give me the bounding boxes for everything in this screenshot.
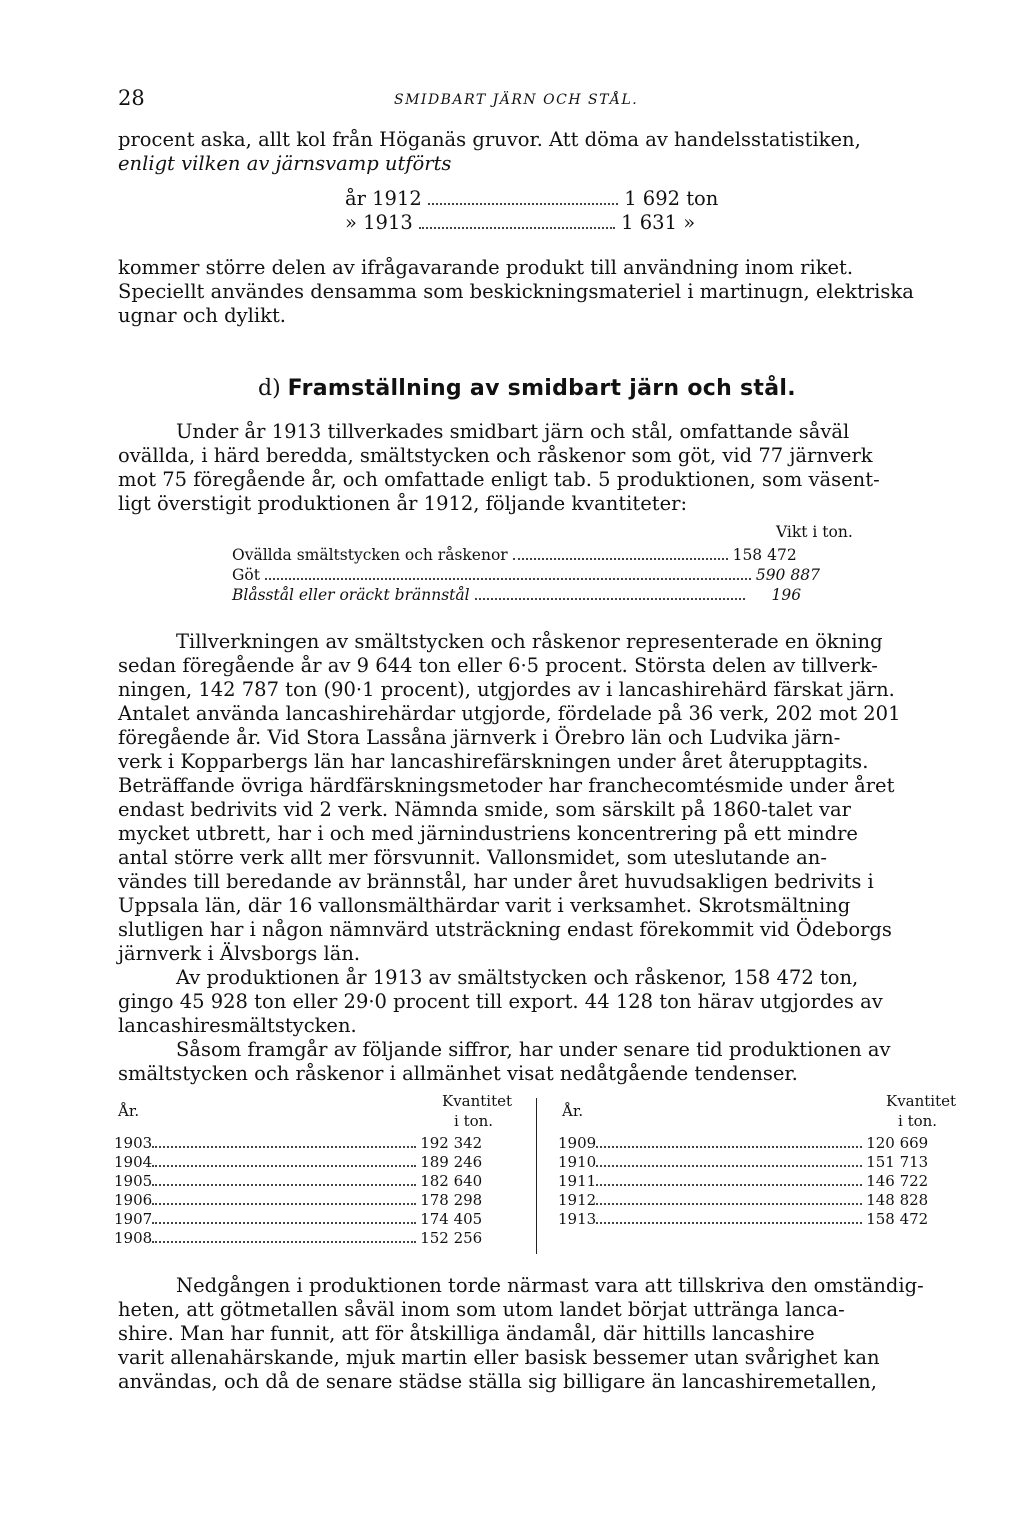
export-value: 1 631 »	[621, 211, 696, 234]
row-year: 1913	[558, 1210, 597, 1228]
closing-paragraph	[118, 1274, 968, 1394]
running-title: SMIDBART JÄRN OCH STÅL.	[394, 92, 639, 108]
section-heading	[258, 376, 796, 401]
row-year: 1910	[558, 1153, 597, 1171]
text-line: slutligen har i någon nämnvärd utsträckning endast förekommit vid Ödeborgs	[118, 918, 892, 941]
leader-dots	[428, 203, 618, 205]
leader-dots	[419, 227, 615, 229]
row-quantity: 192 342	[420, 1134, 483, 1152]
text-line: mot 75 föregående år, och omfattade enligt tab. 5 produktionen, som väsent-	[118, 468, 880, 491]
leader-dots	[513, 558, 728, 560]
text-line: kommer större delen av ifrågavarande produkt till användning inom riket.	[118, 256, 854, 279]
row-year: 1907	[114, 1210, 153, 1228]
table-row	[558, 1191, 928, 1212]
table-row	[114, 1229, 482, 1250]
text-line: Såsom framgår av följande siffror, har under senare tid produktionen av	[176, 1038, 891, 1061]
text-line: Tillverkningen av smältstycken och råskenor representerade en ökning	[176, 630, 883, 653]
text-line: mycket utbrett, har i och med järnindustriens koncentrering på ett mindre	[118, 822, 858, 845]
text-line: lancashiresmältstycken.	[118, 1014, 357, 1037]
table-row	[114, 1210, 482, 1231]
table-row	[558, 1153, 928, 1174]
row-quantity: 151 713	[866, 1153, 929, 1171]
row-year: 1912	[558, 1191, 597, 1209]
table-row	[114, 1172, 482, 1193]
page-number: 28	[118, 86, 145, 110]
row-quantity: 120 669	[866, 1134, 929, 1152]
text-line: verk i Kopparbergs län har lancashirefärskningen under året återupptagits.	[118, 750, 869, 773]
col-header-qty: Kvantitet	[442, 1092, 513, 1110]
text-line: användas, och då de senare städse ställa sig billigare än lancashiremetallen,	[118, 1370, 877, 1393]
section-paragraph-4	[118, 1038, 968, 1086]
row-year: 1908	[114, 1229, 153, 1247]
quantity-label: Blåsstål eller oräckt brännstål	[232, 586, 470, 604]
export-label: år 1912	[345, 187, 422, 210]
row-quantity: 148 828	[866, 1191, 929, 1209]
intro-paragraph	[118, 128, 968, 176]
row-year: 1909	[558, 1134, 597, 1152]
leader-dots	[152, 1184, 416, 1186]
text-line: Av produktionen år 1913 av smältstycken och råskenor, 158 472 ton,	[176, 966, 859, 989]
column-divider	[536, 1098, 537, 1254]
text-line: antal större verk allt mer försvunnit. Vallonsmidet, som uteslutande an-	[118, 846, 827, 869]
leader-dots	[596, 1146, 862, 1148]
table-row	[114, 1153, 482, 1174]
text-line: heten, att götmetallen såväl inom som utom landet börjat uttränga lanca-	[118, 1298, 845, 1321]
quantity-row	[232, 546, 797, 564]
quantity-value: 196	[771, 586, 802, 604]
text-line: ovällda, i härd beredda, smältstycken och råskenor som göt, vid 77 järnverk	[118, 444, 873, 467]
text-line: ligt överstigit produktionen år 1912, följande kvantiteter:	[118, 492, 688, 515]
text-line: procent aska, allt kol från Höganäs gruvor. Att döma av handelsstatistiken,	[118, 128, 861, 151]
leader-dots	[265, 578, 751, 580]
leader-dots	[152, 1165, 416, 1167]
leader-dots	[596, 1203, 862, 1205]
text-line: Antalet använda lancashirehärdar utgjorde, fördelade på 36 verk, 202 mot 201	[118, 702, 901, 725]
text-line: Beträffande övriga härdfärskningsmetoder har franchecomtésmide under året	[118, 774, 895, 797]
text-line: Speciellt användes densamma som beskickningsmateriel i martinugn, elektriska	[118, 280, 914, 303]
row-quantity: 146 722	[866, 1172, 929, 1190]
col-header-qty: Kvantitet	[886, 1092, 957, 1110]
quantity-value: 590 887	[755, 566, 820, 584]
col-header-qty-unit: i ton.	[898, 1112, 938, 1130]
text-line: varit allenahärskande, mjuk martin eller basisk bessemer utan svårighet kan	[118, 1346, 880, 1369]
row-quantity: 158 472	[866, 1210, 929, 1228]
col-header-year: År.	[562, 1102, 584, 1120]
leader-dots	[152, 1222, 416, 1224]
row-year: 1905	[114, 1172, 153, 1190]
export-label: » 1913	[345, 211, 413, 234]
row-year: 1906	[114, 1191, 153, 1209]
row-quantity: 189 246	[420, 1153, 483, 1171]
quantity-row	[232, 566, 820, 584]
row-quantity: 178 298	[420, 1191, 483, 1209]
row-quantity: 174 405	[420, 1210, 483, 1228]
export-value: 1 692 ton	[624, 187, 719, 210]
table-row	[558, 1134, 928, 1155]
leader-dots	[596, 1222, 862, 1224]
table-row	[558, 1172, 928, 1193]
col-header-year: År.	[118, 1102, 140, 1120]
section-paragraph-1	[118, 420, 968, 516]
intro-after-paragraph	[118, 256, 968, 328]
text-line: Uppsala län, där 16 vallonsmälthärdar varit i verksamhet. Skrotsmältning	[118, 894, 851, 917]
vikt-header: Vikt i ton.	[776, 523, 853, 541]
leader-dots	[152, 1241, 416, 1243]
export-row	[345, 211, 695, 234]
table-row	[558, 1210, 928, 1231]
text-line: sedan föregående år av 9 644 ton eller 6·5 procent. Största delen av tillverk-	[118, 654, 878, 677]
leader-dots	[596, 1165, 862, 1167]
leader-dots	[475, 598, 745, 600]
table-row	[114, 1134, 482, 1155]
quantity-row	[232, 586, 801, 604]
text-line: vändes till beredande av brännstål, har under året huvudsakligen bedrivits i	[118, 870, 874, 893]
quantity-label: Ovällda smältstycken och råskenor	[232, 546, 508, 564]
section-paragraph-3	[118, 966, 968, 1038]
leader-dots	[152, 1146, 416, 1148]
quantity-value: 158 472	[732, 546, 797, 564]
row-quantity: 182 640	[420, 1172, 483, 1190]
text-line: Nedgången i produktionen torde närmast vara att tillskriva den omständig-	[176, 1274, 924, 1297]
text-line: enligt vilken av järnsvamp utförts	[118, 152, 452, 175]
text-line: gingo 45 928 ton eller 29·0 procent till export. 44 128 ton härav utgjordes av	[118, 990, 883, 1013]
row-quantity: 152 256	[420, 1229, 483, 1247]
text-line: endast bedrivits vid 2 verk. Nämnda smide, som särskilt på 1860-talet var	[118, 798, 851, 821]
text-line: föregående år. Vid Stora Lassåna järnverk i Örebro län och Ludvika järn-	[118, 726, 841, 749]
text-line: ugnar och dylikt.	[118, 304, 286, 327]
section-prefix: d)	[258, 376, 281, 401]
quantity-label: Göt	[232, 566, 260, 584]
row-year: 1911	[558, 1172, 597, 1190]
text-line: shire. Man har funnit, att för åtskilliga ändamål, där hittills lancashire	[118, 1322, 815, 1345]
text-line: Under år 1913 tillverkades smidbart järn och stål, omfattande såväl	[176, 420, 850, 443]
leader-dots	[152, 1203, 416, 1205]
section-title: Framställning av smidbart järn och stål.	[287, 376, 796, 401]
row-year: 1904	[114, 1153, 153, 1171]
export-row	[345, 187, 718, 210]
section-paragraph-2	[118, 630, 968, 966]
text-line: järnverk i Älvsborgs län.	[118, 942, 361, 965]
leader-dots	[596, 1184, 862, 1186]
col-header-qty-unit: i ton.	[454, 1112, 494, 1130]
text-line: smältstycken och råskenor i allmänhet visat nedåtgående tendenser.	[118, 1062, 798, 1085]
row-year: 1903	[114, 1134, 153, 1152]
text-line: ningen, 142 787 ton (90·1 procent), utgjordes av i lancashirehärd färskat järn.	[118, 678, 895, 701]
table-row	[114, 1191, 482, 1212]
